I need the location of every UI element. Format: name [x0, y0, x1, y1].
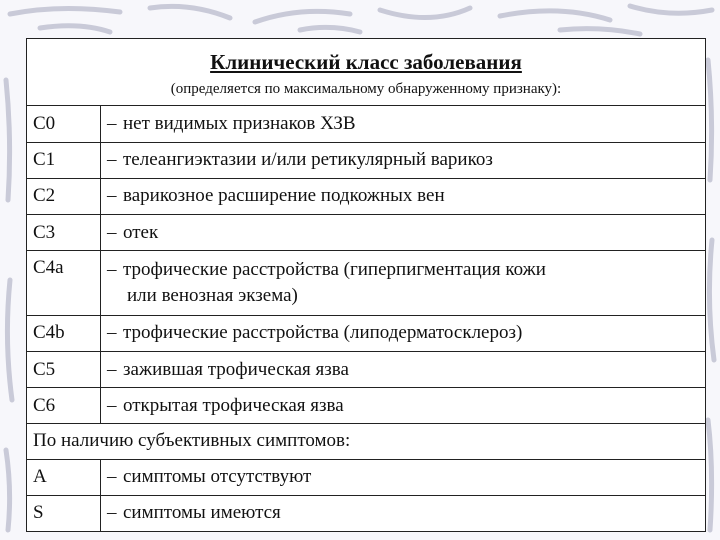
symptom-code: A [27, 459, 101, 495]
class-description [101, 351, 706, 387]
symptom-description [101, 495, 706, 531]
dash: – [107, 113, 117, 135]
dash: – [107, 466, 117, 488]
class-description-text: трофические расстройства (гиперпигментация кожи [123, 258, 546, 280]
class-code: C5 [27, 351, 101, 387]
section-heading: По наличию субъективных симптомов: [27, 424, 706, 459]
class-code: C2 [27, 178, 101, 214]
class-description [101, 106, 706, 142]
class-code: C4b [27, 315, 101, 351]
table-row [27, 495, 706, 531]
class-description-text: нет видимых признаков ХЗВ [123, 113, 356, 135]
dash: – [107, 322, 117, 344]
class-description [101, 178, 706, 214]
dash: – [107, 221, 117, 243]
class-description-text: телеангиэктазии и/или ретикулярный варикоз [123, 149, 493, 171]
table-row [27, 388, 706, 424]
table-title: Клинический класс заболевания [210, 50, 522, 75]
class-code: C3 [27, 215, 101, 251]
class-description-continuation: или венозная экзема) [127, 284, 298, 306]
dash: – [107, 149, 117, 171]
table-row [27, 315, 706, 351]
table-row [27, 178, 706, 214]
clinical-class-table [26, 38, 706, 532]
symptom-description [101, 459, 706, 495]
class-description-text: зажившая трофическая язва [123, 358, 349, 380]
symptom-description-text: симптомы имеются [123, 502, 281, 524]
class-description-text: трофические расстройства (липодерматосклероз) [123, 322, 523, 344]
dash: – [107, 394, 117, 416]
class-description [101, 388, 706, 424]
table-row [27, 106, 706, 142]
table-row [27, 251, 706, 315]
class-description [101, 315, 706, 351]
class-description [101, 142, 706, 178]
dash: – [107, 185, 117, 207]
table-subtitle: (определяется по максимальному обнаруженному признаку): [170, 81, 562, 98]
dash: – [107, 258, 117, 280]
class-code: C1 [27, 142, 101, 178]
class-code: C4a [27, 251, 101, 315]
class-description [101, 251, 706, 315]
table-row [27, 459, 706, 495]
class-code: C6 [27, 388, 101, 424]
class-description [101, 215, 706, 251]
class-description-text: варикозное расширение подкожных вен [123, 185, 445, 207]
class-description-text: открытая трофическая язва [123, 394, 344, 416]
table-row [27, 215, 706, 251]
section-heading-row [27, 424, 706, 459]
dash: – [107, 358, 117, 380]
table-row [27, 142, 706, 178]
table-row [27, 351, 706, 387]
symptom-description-text: симптомы отсутствуют [123, 466, 312, 488]
dash: – [107, 502, 117, 524]
class-code: C0 [27, 106, 101, 142]
table-header [27, 39, 706, 106]
table-header-row [27, 39, 706, 106]
class-description-text: отек [123, 221, 159, 243]
symptom-code: S [27, 495, 101, 531]
